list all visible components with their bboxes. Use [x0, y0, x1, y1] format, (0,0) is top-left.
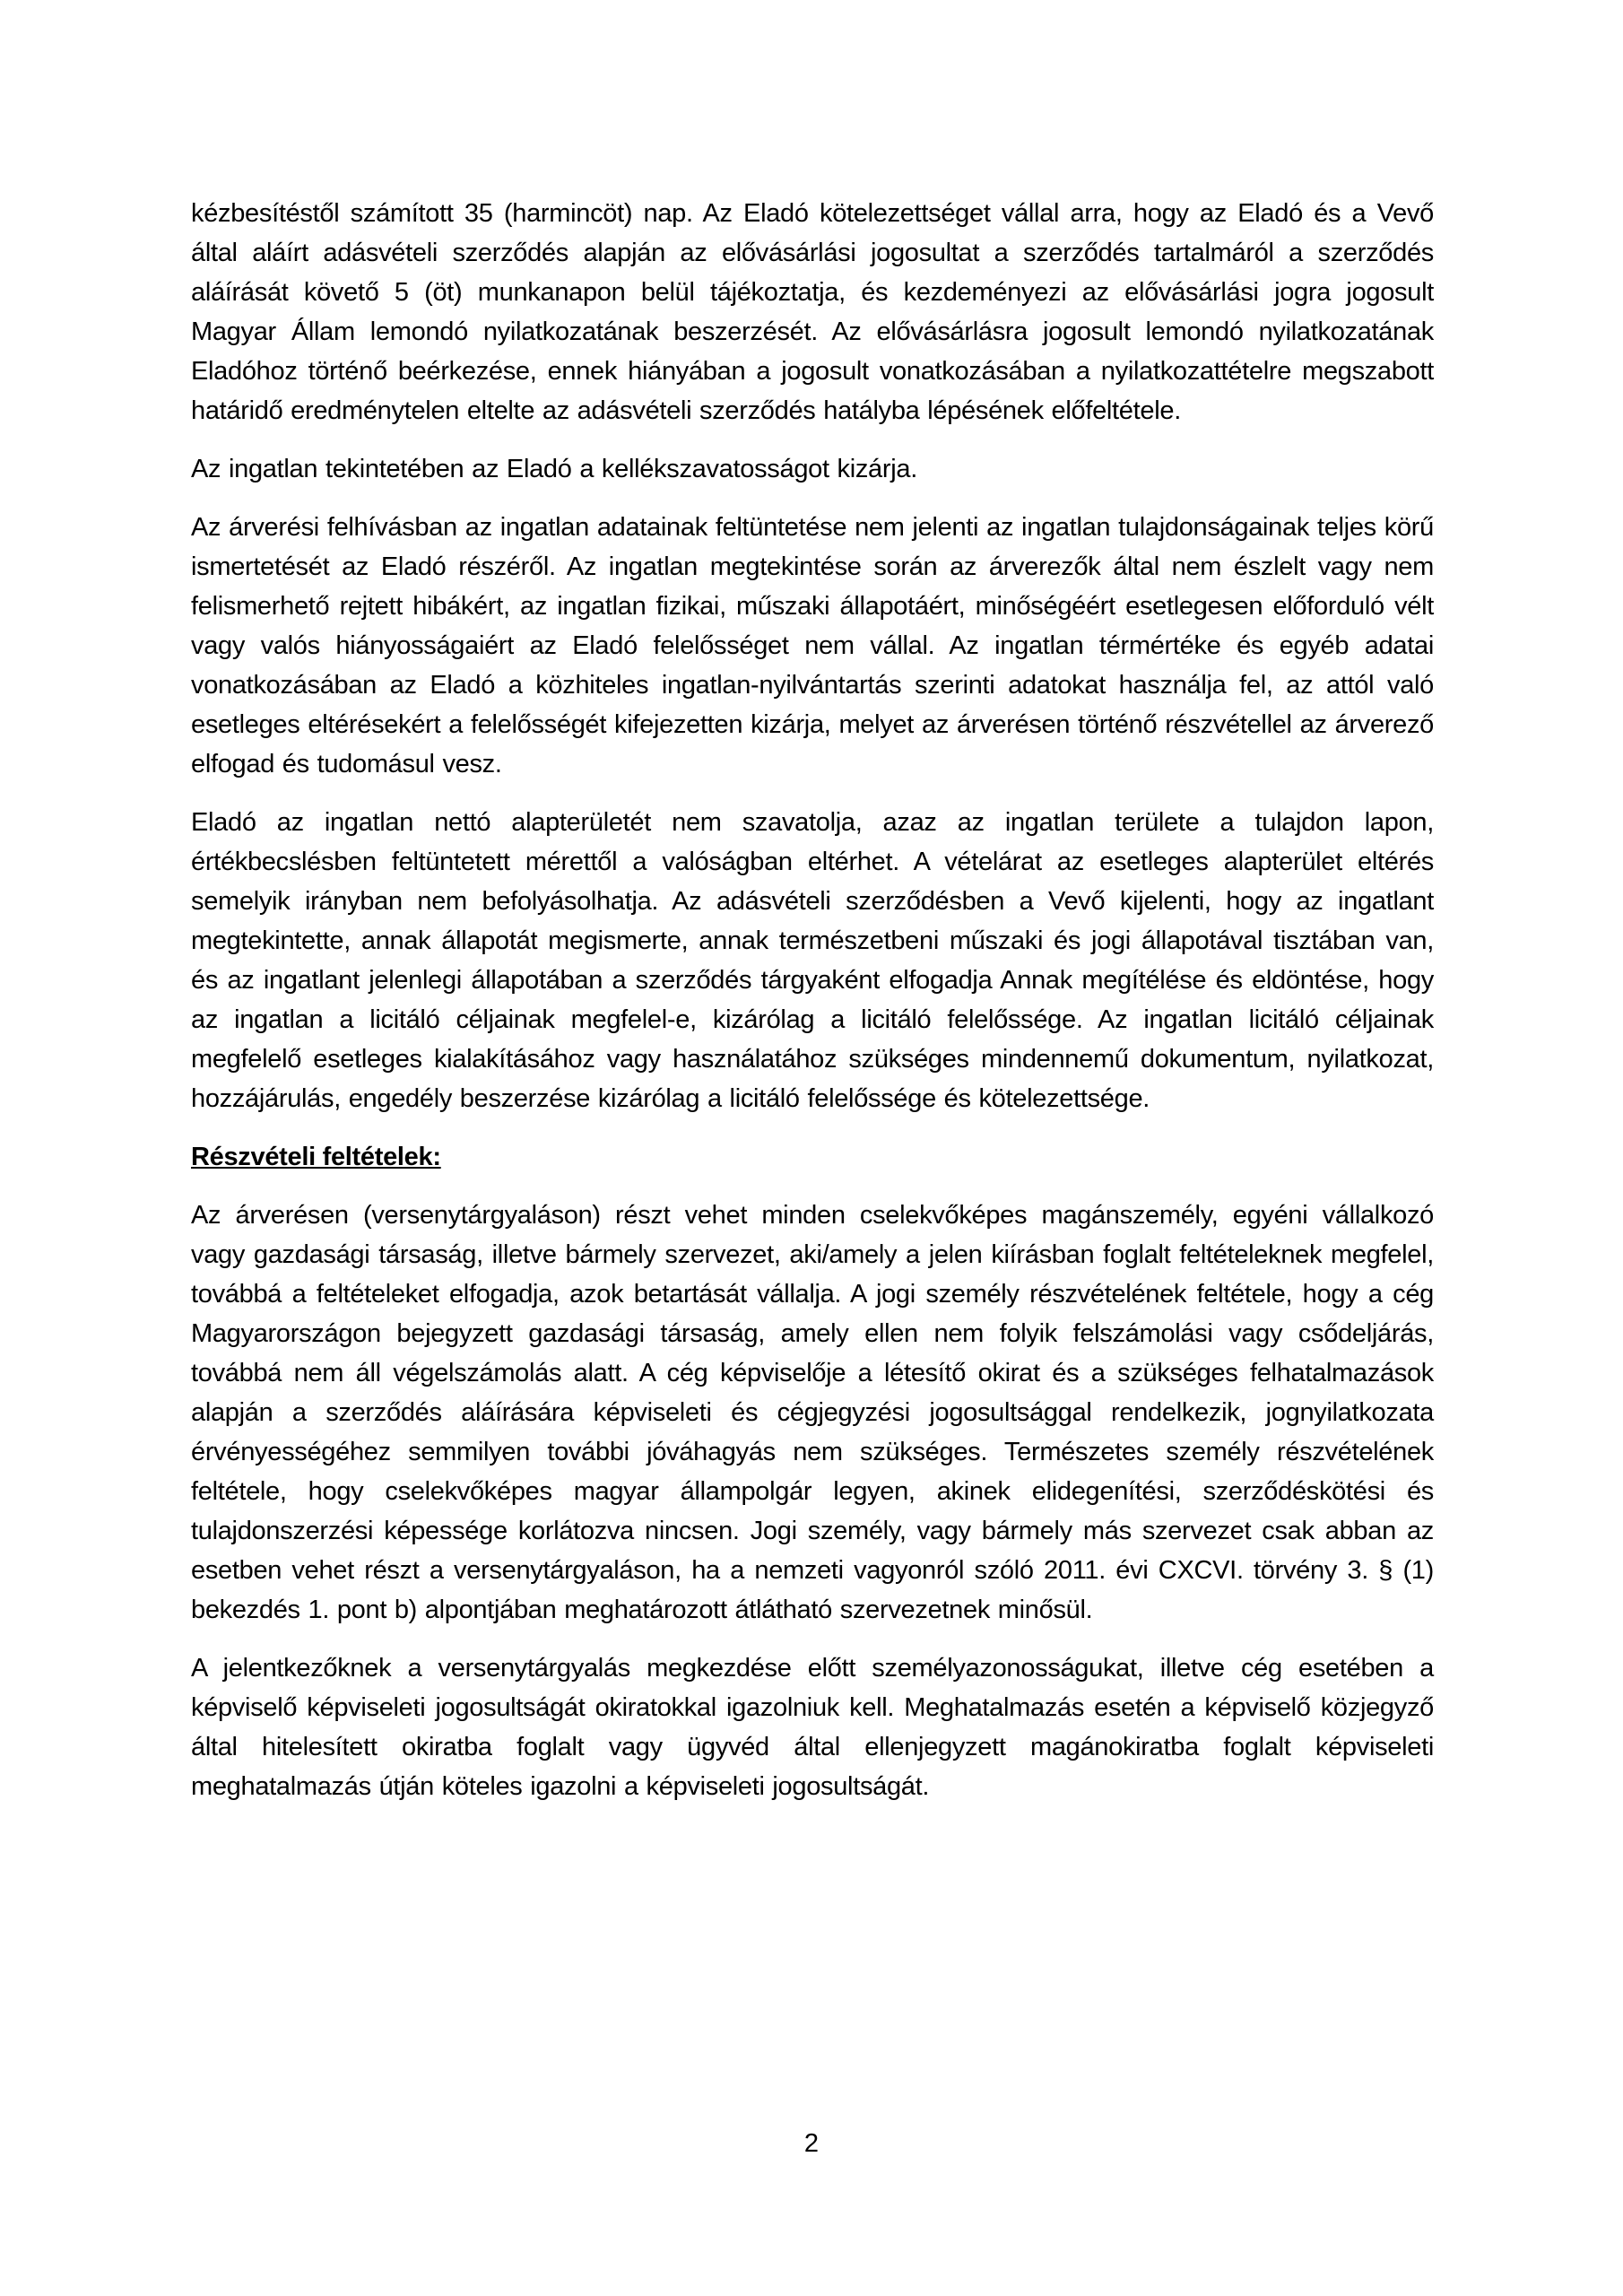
paragraph-floor-area-disclaimer: Eladó az ingatlan nettó alapterületét nem szavatolja, azaz az ingatlan területe a tulajdon lapon, értékbecslésben feltüntetett mérettől a valóságban eltérhet. A vételárat az esetleges alapterület eltérés semelyik irányban nem befolyásolhatja. Az adásvételi szerződésben a Vevő kijelenti, hogy az ingatlant megtekintette, annak állapotát megismerte, annak természetbeni műszaki és jogi állapotával tisztában van, és az ingatlant jelenlegi állapotában a szerződés tárgyaként elfogadja Annak megítélése és eldöntése, hogy az ingatlan a licitáló céljainak megfelel-e, kizárólag a licitáló felelőssége. Az ingatlan licitáló céljainak megfelelő esetleges kialakításához vagy használatához szükséges mindennemű dokumentum, nyilatkozat, hozzájárulás, engedély beszerzése kizárólag a licitáló felelőssége és kötelezettsége. — [191, 808, 1434, 1113]
paragraph-preemption-rights: kézbesítéstől számított 35 (harmincöt) nap. Az Eladó kötelezettséget vállal arra, hogy az Eladó és a Vevő által aláírt adásvételi szerződés alapján az elővásárlási jogosultat a szerződés tartalmáról a szerződés aláírását követő 5 (öt) munkanapon belül tájékoztatja, és kezdeményezi az elővásárlási jogra jogosult Magyar Állam lemondó nyilatkozatának beszerzését. Az elővásárlásra jogosult lemondó nyilatkozatának Eladóhoz történő beérkezése, ennek hiányában a jogosult vonatkozásában a nyilatkozattételre megszabott határidő eredménytelen eltelte az adásvételi szerződés hatályba lépésének előfeltétele. — [191, 199, 1434, 425]
document-body — [191, 194, 1434, 1825]
paragraph-identity-verification: A jelentkezőknek a versenytárgyalás megkezdése előtt személyazonosságukat, illetve cég esetében a képviselő képviseleti jogosultságát okiratokkal igazolniuk kell. Meghatalmazás esetén a képviselő közjegyző által hitelesített okiratba foglalt vagy ügyvéd által ellenjegyzett magánokiratba foglalt képviseleti meghatalmazás útján köteles igazolni a képviseleti jogosultságát. — [191, 1654, 1434, 1801]
paragraph-warranty-exclusion: Az ingatlan tekintetében az Eladó a kellékszavatosságot kizárja. — [191, 455, 917, 483]
section-heading-participation-conditions: Részvételi feltételek: — [191, 1143, 441, 1171]
page-number: 2 — [803, 2129, 820, 2158]
paragraph-participation-eligibility: Az árverésen (versenytárgyaláson) részt vehet minden cselekvőképes magánszemély, egyéni vállalkozó vagy gazdasági társaság, illetve bármely szervezet, aki/amely a jelen kiírásban foglalt feltételeknek megfelel, továbbá a feltételeket elfogadja, azok betartását vállalja. A jogi személy részvételének feltétele, hogy a cég Magyarországon bejegyzett gazdasági társaság, amely ellen nem folyik felszámolási vagy csődeljárás, továbbá nem áll végelszámolás alatt. A cég képviselője a létesítő okirat és a szükséges felhatalmazások alapján a szerződés aláírására képviseleti és cégjegyzési jogosultsággal rendelkezik, jognyilatkozata érvényességéhez semmilyen további jóváhagyás nem szükséges. Természetes személy részvételének feltétele, hogy cselekvőképes magyar állampolgár legyen, akinek elidegenítési, szerződéskötési és tulajdonszerzési képessége korlátozva nincsen. Jogi személy, vagy bármely más szervezet csak abban az esetben vehet részt a versenytárgyaláson, ha a nemzeti vagyonról szóló 2011. évi CXCVI. törvény 3. § (1) bekezdés 1. pont b) alpontjában meghatározott átlátható szervezetnek minősül. — [191, 1201, 1434, 1624]
paragraph-property-data-disclaimer: Az árverési felhívásban az ingatlan adatainak feltüntetése nem jelenti az ingatlan tulajdonságainak teljes körű ismertetését az Eladó részéről. Az ingatlan megtekintése során az árverezők által nem észlelt vagy nem felismerhető rejtett hibákért, az ingatlan fizikai, műszaki állapotáért, minőségéért esetlegesen előforduló vélt vagy valós hiányosságaiért az Eladó felelősséget nem vállal. Az ingatlan térmértéke és egyéb adatai vonatkozásában az Eladó a közhiteles ingatlan-nyilvántartás szerinti adatokat használja fel, az attól való esetleges eltérésekért a felelősségét kifejezetten kizárja, melyet az árverésen történő részvétellel az árverező elfogad és tudomásul vesz. — [191, 513, 1434, 778]
page-footer — [0, 2124, 1623, 2163]
